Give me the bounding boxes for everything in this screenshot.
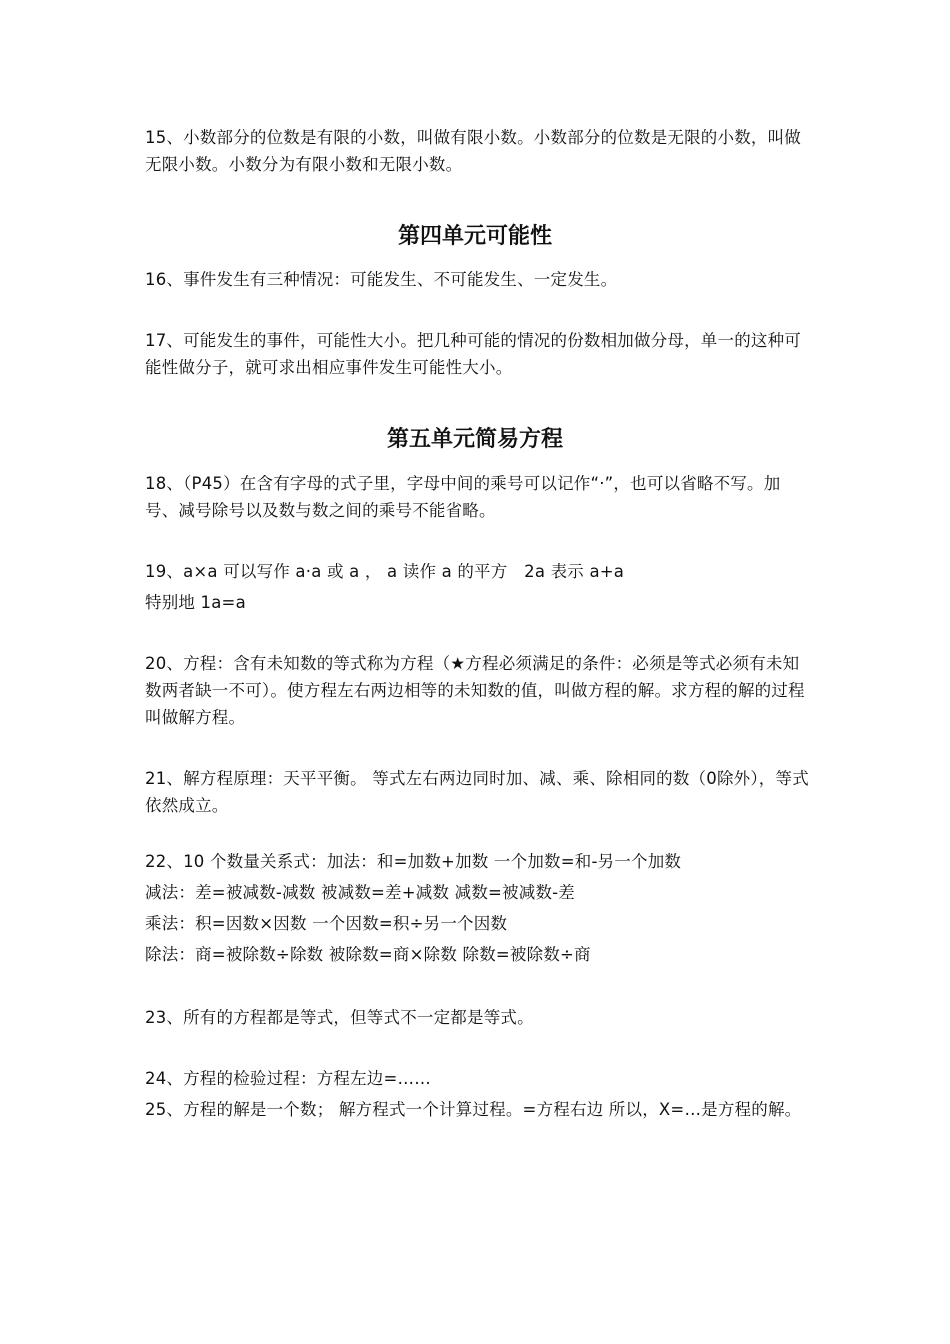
item-22-line-2: 减法：差=被减数-减数 被减数=差+减数 减数=被减数-差 bbox=[145, 883, 575, 902]
item-18: 18、（P45）在含有字母的式子里，字母中间的乘号可以记作“·”，也可以省略不写。加号、减号除号以及数与数之间的乘号不能省略。 bbox=[145, 474, 781, 520]
item-17: 17、可能发生的事件，可能性大小。把几种可能的情况的份数相加做分母，单一的这种可能性做分子，就可求出相应事件发生可能性大小。 bbox=[145, 331, 801, 377]
item-19-line-2: 特别地 1a=a bbox=[145, 593, 246, 612]
item-21: 21、解方程原理：天平平衡。 等式左右两边同时加、减、乘、除相同的数（0除外），等式依然成立。 bbox=[145, 769, 809, 815]
unit4-heading: 第四单元可能性 bbox=[397, 224, 552, 249]
item-20: 20、方程：含有未知数的等式称为方程（★方程必须满足的条件：必须是等式必须有未知数两者缺一不可）。使方程左右两边相等的未知数的值，叫做方程的解。求方程的解的过程叫做解方程。 bbox=[145, 654, 805, 727]
item-24: 24、方程的检验过程：方程左边=…… bbox=[145, 1069, 431, 1088]
item-22-line-3: 乘法：积=因数×因数 一个因数=积÷另一个因数 bbox=[145, 914, 508, 933]
item-23: 23、所有的方程都是等式，但等式不一定都是等式。 bbox=[145, 1008, 534, 1027]
item-16: 16、事件发生有三种情况：可能发生、不可能发生、一定发生。 bbox=[145, 270, 618, 289]
item-15: 15、小数部分的位数是有限的小数，叫做有限小数。小数部分的位数是无限的小数，叫做无限小数。小数分为有限小数和无限小数。 bbox=[145, 128, 801, 174]
unit5-heading: 第五单元简易方程 bbox=[386, 427, 563, 452]
item-22-line-1: 22、10 个数量关系式：加法：和=加数+加数 一个加数=和-另一个加数 bbox=[145, 852, 682, 871]
item-25: 25、方程的解是一个数； 解方程式一个计算过程。=方程右边 所以，X=…是方程的解。 bbox=[145, 1100, 802, 1119]
item-22-line-4: 除法：商=被除数÷除数 被除数=商×除数 除数=被除数÷商 bbox=[145, 945, 591, 964]
item-19-line-1: 19、a×a 可以写作 a·a 或 a ， a 读作 a 的平方 2a 表示 a+a bbox=[145, 562, 625, 581]
